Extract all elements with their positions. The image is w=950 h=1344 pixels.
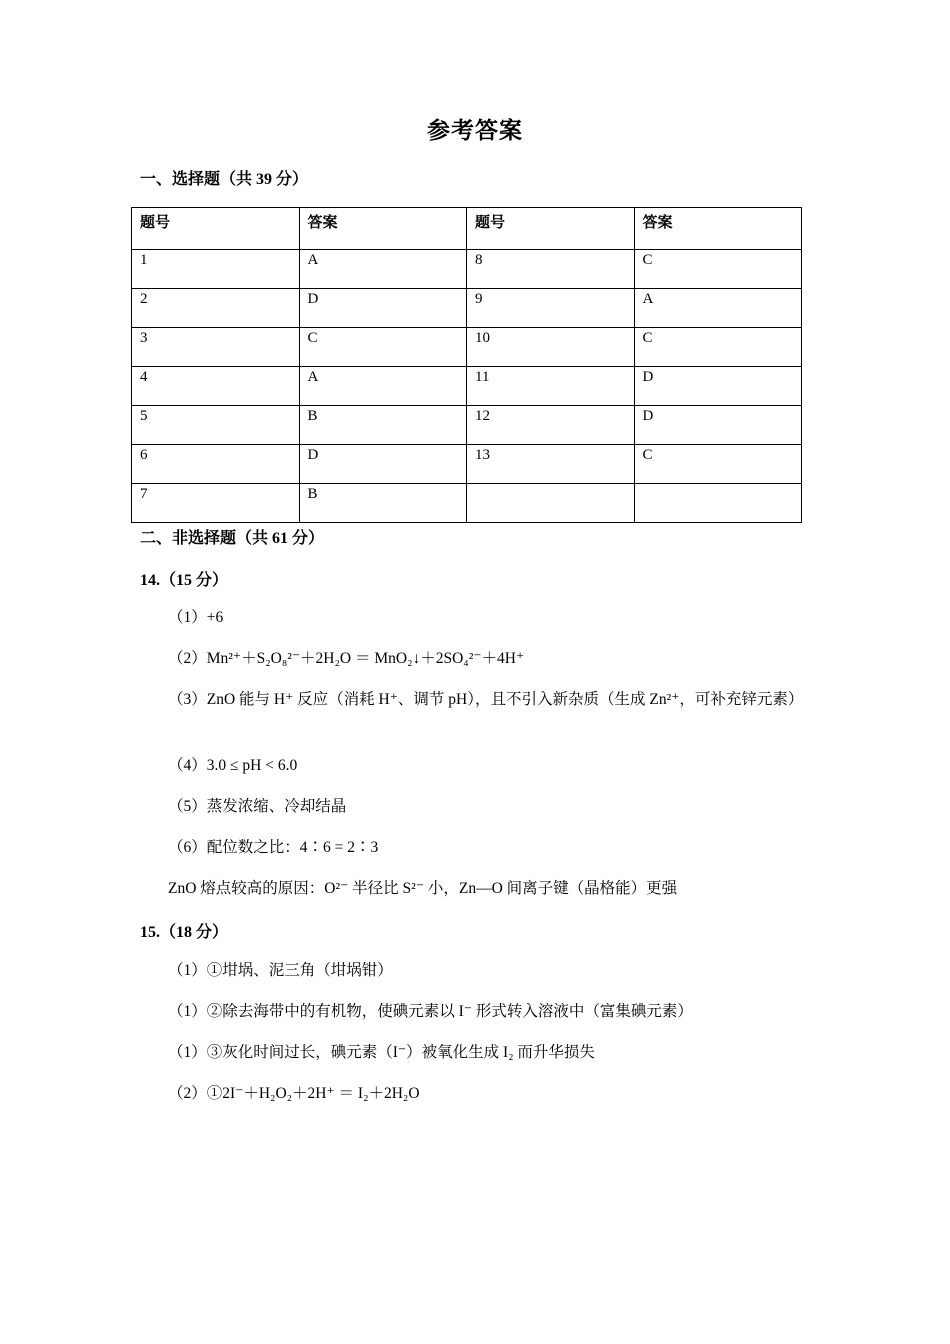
question-14-heading: 14.（15 分） <box>140 572 229 589</box>
q14-answer-2: （2）Mn²⁺＋S₂O₈²⁻＋2H₂O ＝ MnO₂↓＋2SO₄²⁻＋4H⁺ <box>168 650 525 667</box>
table-cell <box>634 484 802 523</box>
table-cell: 6 <box>132 445 300 484</box>
page-title: 参考答案 <box>427 118 523 143</box>
q15-answer-2a: （2）①2I⁻＋H₂O₂＋2H⁺ ＝ I₂＋2H₂O <box>168 1085 420 1102</box>
table-row <box>132 367 802 406</box>
table-cell: C <box>299 328 467 367</box>
table-row <box>132 328 802 367</box>
section-multiple-choice-heading: 一、选择题（共 39 分） <box>140 171 309 188</box>
table-cell: C <box>634 250 802 289</box>
table-cell: C <box>634 445 802 484</box>
table-cell: 9 <box>467 289 635 328</box>
table-row <box>132 289 802 328</box>
table-cell: C <box>634 328 802 367</box>
table-cell: 10 <box>467 328 635 367</box>
table-cell: 13 <box>467 445 635 484</box>
table-header-cell: 题号 <box>132 208 300 250</box>
table-cell: B <box>299 484 467 523</box>
table-cell: A <box>634 289 802 328</box>
table-cell: B <box>299 406 467 445</box>
q15-answer-1a: （1）①坩埚、泥三角（坩埚钳） <box>168 962 393 979</box>
table-header-cell: 答案 <box>299 208 467 250</box>
table-cell: 3 <box>132 328 300 367</box>
table-cell: A <box>299 250 467 289</box>
answer-table <box>131 207 802 523</box>
table-header-cell: 答案 <box>634 208 802 250</box>
table-cell: 8 <box>467 250 635 289</box>
table-cell <box>467 484 635 523</box>
q14-answer-3: （3）ZnO 能与 H⁺ 反应（消耗 H⁺、调节 pH），且不引入新杂质（生成 Zn²⁺，可补充锌元素） <box>168 691 804 708</box>
q14-answer-1: （1）+6 <box>168 609 224 626</box>
q15-answer-1b: （1）②除去海带中的有机物，使碘元素以 I⁻ 形式转入溶液中（富集碘元素） <box>168 1003 693 1020</box>
table-cell: A <box>299 367 467 406</box>
table-cell: 2 <box>132 289 300 328</box>
table-cell: 12 <box>467 406 635 445</box>
table-cell: D <box>634 406 802 445</box>
table-cell: 7 <box>132 484 300 523</box>
table-cell: 1 <box>132 250 300 289</box>
table-cell: 11 <box>467 367 635 406</box>
table-cell: D <box>299 289 467 328</box>
table-header-cell: 题号 <box>467 208 635 250</box>
q15-answer-1c: （1）③灰化时间过长，碘元素（I⁻）被氧化生成 I₂ 而升华损失 <box>168 1044 595 1061</box>
table-row <box>132 406 802 445</box>
table-row <box>132 250 802 289</box>
table-cell: D <box>634 367 802 406</box>
table-row <box>132 484 802 523</box>
table-row <box>132 445 802 484</box>
table-cell: 5 <box>132 406 300 445</box>
table-cell: 4 <box>132 367 300 406</box>
table-header-row <box>132 208 802 250</box>
section-free-response-heading: 二、非选择题（共 61 分） <box>140 530 325 547</box>
q14-answer-6-reason: ZnO 熔点较高的原因：O²⁻ 半径比 S²⁻ 小，Zn—O 间离子键（晶格能）更强 <box>168 880 678 897</box>
q14-answer-4: （4）3.0 ≤ pH < 6.0 <box>168 757 298 774</box>
table-cell: D <box>299 445 467 484</box>
q14-answer-6: （6）配位数之比：4∶6 = 2∶3 <box>168 839 379 856</box>
q14-answer-5: （5）蒸发浓缩、冷却结晶 <box>168 798 347 815</box>
question-15-heading: 15.（18 分） <box>140 924 229 941</box>
